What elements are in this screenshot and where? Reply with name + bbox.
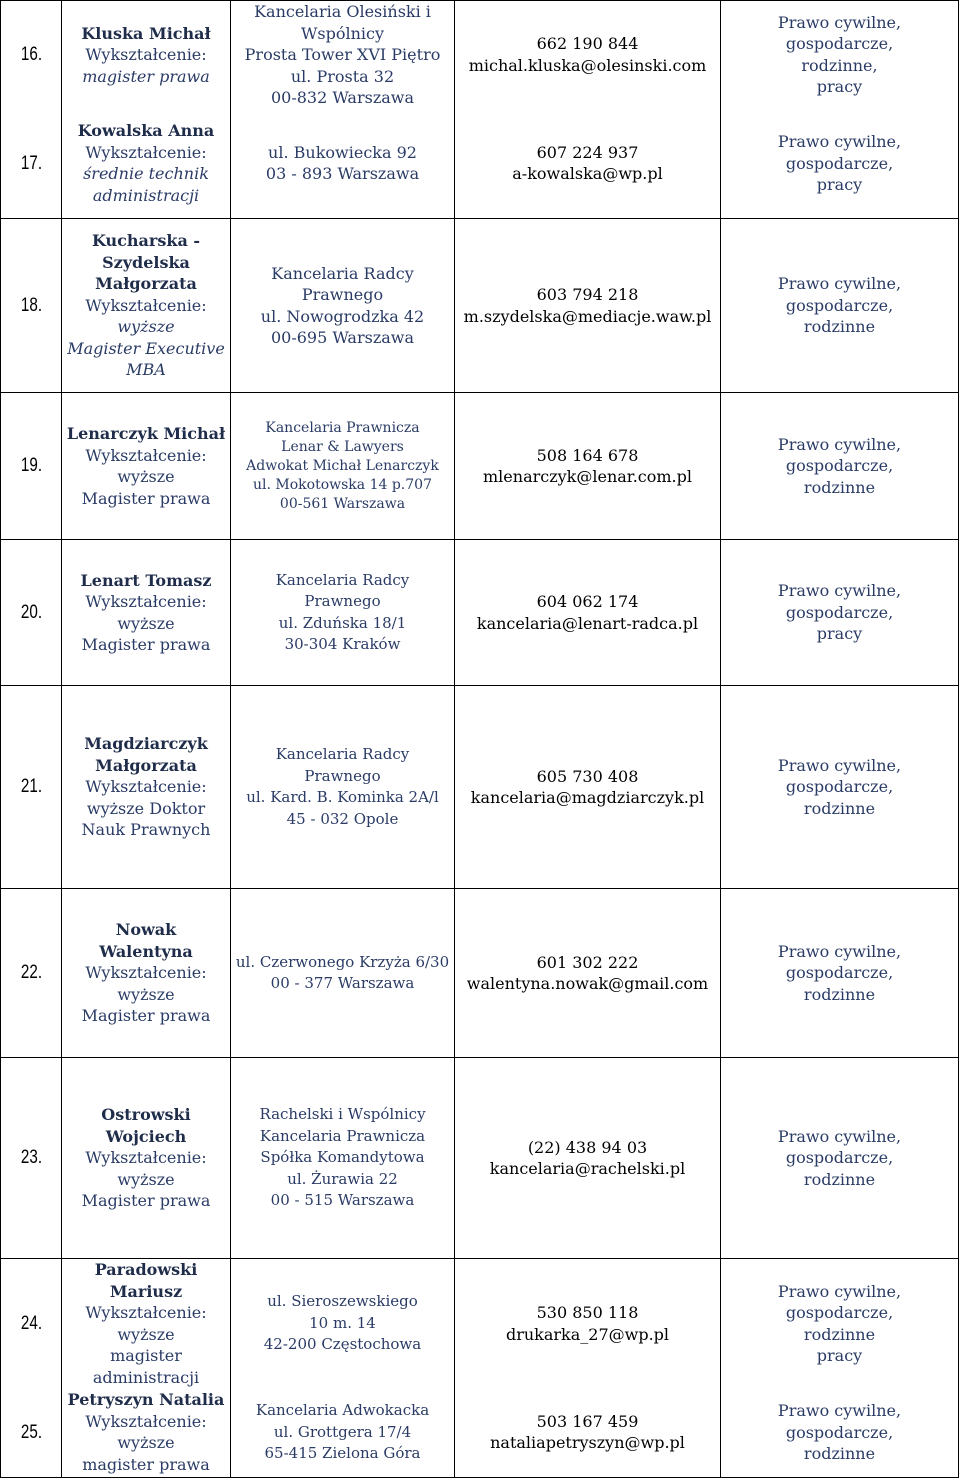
text-line: Petryszyn Natalia [67, 1390, 225, 1410]
text-line: wyższe [117, 1169, 175, 1189]
text-line: pracy [816, 1346, 863, 1365]
text-line: 42-200 Częstochowa [263, 1335, 422, 1354]
email-link[interactable]: walentyna.nowak@gmail.com [466, 974, 709, 993]
row-number [7, 686, 56, 889]
person-cell [62, 393, 231, 540]
text-line: gospodarcze, [785, 153, 894, 173]
text-line: Lenar & Lawyers [281, 438, 404, 455]
row-number-text: 22. [20, 962, 42, 984]
text-line: gospodarcze, [785, 1303, 894, 1322]
education-label: Wykształcenie: [85, 1411, 207, 1431]
firm-cell [231, 1, 455, 109]
text-line: ul. Nowogrodzka 42 [260, 306, 425, 326]
contact-cell [455, 109, 721, 219]
row-number-text: 17. [20, 152, 42, 174]
person-cell [62, 1388, 231, 1477]
text-line: ul. Sieroszewskiego [267, 1292, 418, 1311]
phone-text: 601 302 222 [536, 952, 639, 972]
text-line: wyższe [117, 1433, 175, 1453]
education-label: Wykształcenie: [85, 142, 207, 162]
text-line: rodzinne [803, 1444, 876, 1463]
text-line: Nowak [115, 920, 177, 940]
text-line: Kucharska - [91, 231, 201, 251]
text-line: Kancelaria Radcy [275, 570, 410, 589]
text-line: Magister Executive [67, 338, 225, 358]
text-line: Rachelski i Wspólnicy [259, 1105, 426, 1124]
text-line: wyższe [117, 1324, 175, 1344]
text-line: rodzinne [803, 477, 876, 497]
person-cell [62, 1259, 231, 1389]
text-line: Kancelaria Radcy [271, 263, 414, 283]
text-line: 00 - 515 Warszawa [270, 1191, 415, 1210]
phone-text: 604 062 174 [536, 592, 639, 611]
row-number [7, 1058, 56, 1259]
text-line: gospodarcze, [785, 295, 894, 315]
firm-cell [231, 540, 455, 686]
firm-cell [231, 393, 455, 540]
row-number [7, 540, 56, 686]
education-label: Wykształcenie: [85, 445, 207, 465]
contact-cell [455, 393, 721, 540]
row-number-text: 21. [20, 776, 42, 798]
contact-cell [455, 1259, 721, 1389]
firm-cell [231, 109, 455, 219]
text-line: Magdziarczyk [84, 734, 208, 754]
text-line: Magister prawa [81, 1191, 211, 1211]
specialty-cell [721, 1, 959, 109]
text-line: Prawo cywilne, [777, 941, 902, 961]
email-link[interactable]: drukarka_27@wp.pl [505, 1324, 670, 1344]
table-row [1, 889, 959, 1058]
text-line: gospodarcze, [785, 456, 894, 476]
text-line: MBA [126, 360, 166, 380]
phone-text: 603 794 218 [536, 285, 639, 304]
firm-cell [231, 219, 455, 393]
contact-cell [455, 540, 721, 686]
specialty-cell [721, 1388, 959, 1477]
text-line: wyższe [117, 317, 175, 337]
text-line: Spółka Komandytowa [260, 1148, 425, 1167]
phone-text: 607 224 937 [536, 142, 639, 162]
text-line: Kancelaria Adwokacka [255, 1401, 430, 1419]
text-line: ul. Grottgera 17/4 [273, 1422, 412, 1441]
text-line: pracy [816, 175, 863, 194]
text-line: Prawo cywilne, [777, 1126, 902, 1146]
contact-cell [455, 219, 721, 393]
text-line: średnie technik [83, 164, 209, 184]
email-link[interactable]: a-kowalska@wp.pl [512, 164, 663, 184]
education-label: Wykształcenie: [85, 45, 207, 64]
text-line: Lenarczyk Michał [66, 424, 226, 443]
text-line: pracy [816, 77, 863, 97]
text-line: wyższe [117, 467, 175, 486]
text-line: magister prawa [82, 1454, 210, 1474]
row-number-text: 23. [20, 1147, 42, 1169]
text-line: Walentyna [99, 941, 193, 961]
contact-cell [455, 1058, 721, 1259]
firm-cell [231, 1259, 455, 1389]
text-line: gospodarcze, [785, 34, 894, 54]
row-number-text: 25. [20, 1421, 42, 1443]
firm-cell [231, 686, 455, 889]
education-label: Wykształcenie: [85, 295, 207, 315]
text-line: ul. Zduńska 18/1 [278, 613, 407, 632]
text-line: Wojciech [105, 1126, 187, 1146]
specialty-cell [721, 393, 959, 540]
text-line: Wspólnicy [300, 23, 385, 43]
text-line: 65-415 Zielona Góra [264, 1444, 421, 1462]
firm-cell [231, 1388, 455, 1477]
text-line: Magister prawa [81, 488, 211, 508]
text-line: 00-695 Warszawa [270, 328, 415, 347]
person-cell [62, 889, 231, 1058]
table-row [1, 393, 959, 540]
row-number [7, 1, 56, 109]
text-line: Prawo cywilne, [777, 12, 902, 32]
text-line: rodzinne [803, 984, 876, 1004]
email-link[interactable]: mlenarczyk@lenar.com.pl [483, 467, 692, 486]
text-line: Kancelaria Radcy [275, 745, 410, 763]
text-line: Prawo cywilne, [777, 1401, 902, 1420]
text-line: pracy [816, 624, 863, 644]
text-line: Małgorzata [95, 755, 197, 775]
text-line: Prawo cywilne, [777, 1281, 902, 1301]
text-line: 00-561 Warszawa [279, 495, 406, 512]
contact-cell [455, 889, 721, 1058]
text-line: Magister prawa [81, 635, 211, 654]
text-line: Magister prawa [81, 1006, 211, 1026]
row-number [7, 1259, 56, 1389]
text-line: Kowalska Anna [77, 121, 215, 141]
education-label: Wykształcenie: [85, 963, 207, 983]
row-number-text: 24. [20, 1312, 42, 1334]
education-label: Wykształcenie: [85, 592, 207, 611]
text-line: Lenart Tomasz [80, 570, 212, 590]
row-number [7, 1388, 56, 1477]
text-line: Prawnego [301, 285, 384, 304]
specialty-cell [721, 686, 959, 889]
text-line: 00 - 377 Warszawa [270, 974, 415, 992]
row-number-text: 18. [20, 294, 42, 316]
row-number-text: 16. [20, 44, 42, 65]
text-line: Prawnego [304, 592, 381, 610]
text-line: Prawo cywilne, [777, 274, 902, 294]
text-line: rodzinne [803, 1324, 876, 1344]
row-number [7, 109, 56, 219]
text-line: ul. Prosta 32 [290, 66, 395, 86]
specialty-cell [721, 1058, 959, 1259]
text-line: Prawo cywilne, [777, 434, 902, 454]
firm-cell [231, 1058, 455, 1259]
text-line: administracji [92, 185, 200, 205]
text-line: Szydelska [102, 252, 190, 272]
text-line: wyższe [117, 984, 175, 1004]
text-line: Kancelaria Prawnicza [259, 1126, 426, 1145]
email-link[interactable]: kancelaria@lenart-radca.pl [476, 613, 699, 633]
text-line: gospodarcze, [785, 1422, 894, 1442]
row-number [7, 889, 56, 1058]
education-label: Wykształcenie: [85, 777, 207, 797]
text-line: ul. Bukowiecka 92 [268, 142, 417, 162]
text-line: gospodarcze, [785, 777, 894, 797]
row-number [7, 219, 56, 393]
row-number-text: 20. [20, 601, 42, 623]
text-line: rodzinne [803, 798, 876, 818]
phone-text: (22) 438 94 03 [527, 1137, 648, 1157]
text-line: gospodarcze, [785, 602, 894, 622]
person-cell [62, 109, 231, 219]
text-line: Ostrowski [101, 1105, 191, 1125]
text-line: administracji [92, 1367, 200, 1387]
table-row [1, 219, 959, 393]
specialty-cell [721, 1259, 959, 1389]
text-line: Kluska Michał [81, 23, 211, 43]
table-row [1, 1, 959, 109]
text-line: Nauk Prawnych [81, 820, 211, 840]
text-line: wyższe Doktor [86, 798, 206, 818]
text-line: Prosta Tower XVI Piętro [244, 45, 441, 64]
text-line: Prawo cywilne, [777, 755, 902, 775]
text-line: Prawo cywilne, [777, 132, 902, 151]
table-row [1, 1388, 959, 1477]
text-line: Kancelaria Prawnicza [265, 419, 420, 436]
email-link[interactable]: michal.kluska@olesinski.com [468, 55, 707, 75]
person-cell [62, 686, 231, 889]
text-line: 10 m. 14 [309, 1313, 376, 1332]
education-label: Wykształcenie: [85, 1303, 207, 1322]
text-line: magister prawa [82, 66, 210, 86]
text-line: gospodarcze, [785, 1148, 894, 1168]
text-line: 03 - 893 Warszawa [265, 164, 420, 184]
row-number [7, 393, 56, 540]
text-line: Adwokat Michał Lenarczyk [246, 457, 439, 474]
table-row [1, 686, 959, 889]
text-line: ul. Żurawia 22 [287, 1169, 398, 1188]
table-row [1, 1058, 959, 1259]
email-link[interactable]: m.szydelska@mediacje.waw.pl [463, 306, 712, 326]
text-line: 45 - 032 Opole [286, 809, 399, 828]
phone-text: 605 730 408 [536, 766, 639, 786]
text-line: rodzinne [803, 317, 876, 337]
email-link[interactable]: kancelaria@magdziarczyk.pl [470, 788, 705, 807]
text-line: rodzinne, [801, 55, 878, 75]
person-cell [62, 219, 231, 393]
text-line: 30-304 Kraków [284, 635, 401, 653]
firm-cell [231, 889, 455, 1058]
text-line: Małgorzata [95, 274, 197, 294]
text-line: ul. Kard. B. Kominka 2A/l [246, 788, 439, 806]
table-row [1, 1259, 959, 1389]
row-number-text: 19. [20, 455, 42, 477]
person-cell [62, 540, 231, 686]
text-line: gospodarcze, [785, 963, 894, 983]
text-line: Mariusz [109, 1281, 183, 1301]
phone-text: 530 850 118 [536, 1303, 639, 1322]
specialty-cell [721, 109, 959, 219]
text-line: wyższe [117, 613, 175, 633]
text-line: magister [110, 1346, 182, 1365]
text-line: 00-832 Warszawa [270, 88, 415, 107]
specialty-cell [721, 889, 959, 1058]
specialty-cell [721, 540, 959, 686]
text-line: Prawo cywilne, [777, 581, 902, 601]
email-link[interactable]: nataliapetryszyn@wp.pl [490, 1433, 685, 1453]
email-link[interactable]: kancelaria@rachelski.pl [489, 1159, 686, 1178]
phone-text: 662 190 844 [536, 34, 639, 54]
table-row [1, 540, 959, 686]
phone-text: 503 167 459 [536, 1411, 639, 1431]
text-line: rodzinne [803, 1169, 876, 1189]
table-row [1, 109, 959, 219]
text-line: ul. Czerwonego Krzyża 6/30 [235, 952, 450, 971]
contact-cell [455, 686, 721, 889]
text-line: Prawnego [304, 766, 381, 785]
phone-text: 508 164 678 [536, 445, 639, 465]
text-line: Kancelaria Olesiński i [254, 2, 431, 21]
contact-cell [455, 1388, 721, 1477]
contact-cell [455, 1, 721, 109]
text-line: ul. Mokotowska 14 p.707 [253, 476, 432, 493]
education-label: Wykształcenie: [85, 1148, 207, 1168]
specialty-cell [721, 219, 959, 393]
person-cell [62, 1058, 231, 1259]
person-cell [62, 1, 231, 109]
text-line: Paradowski [94, 1260, 198, 1279]
